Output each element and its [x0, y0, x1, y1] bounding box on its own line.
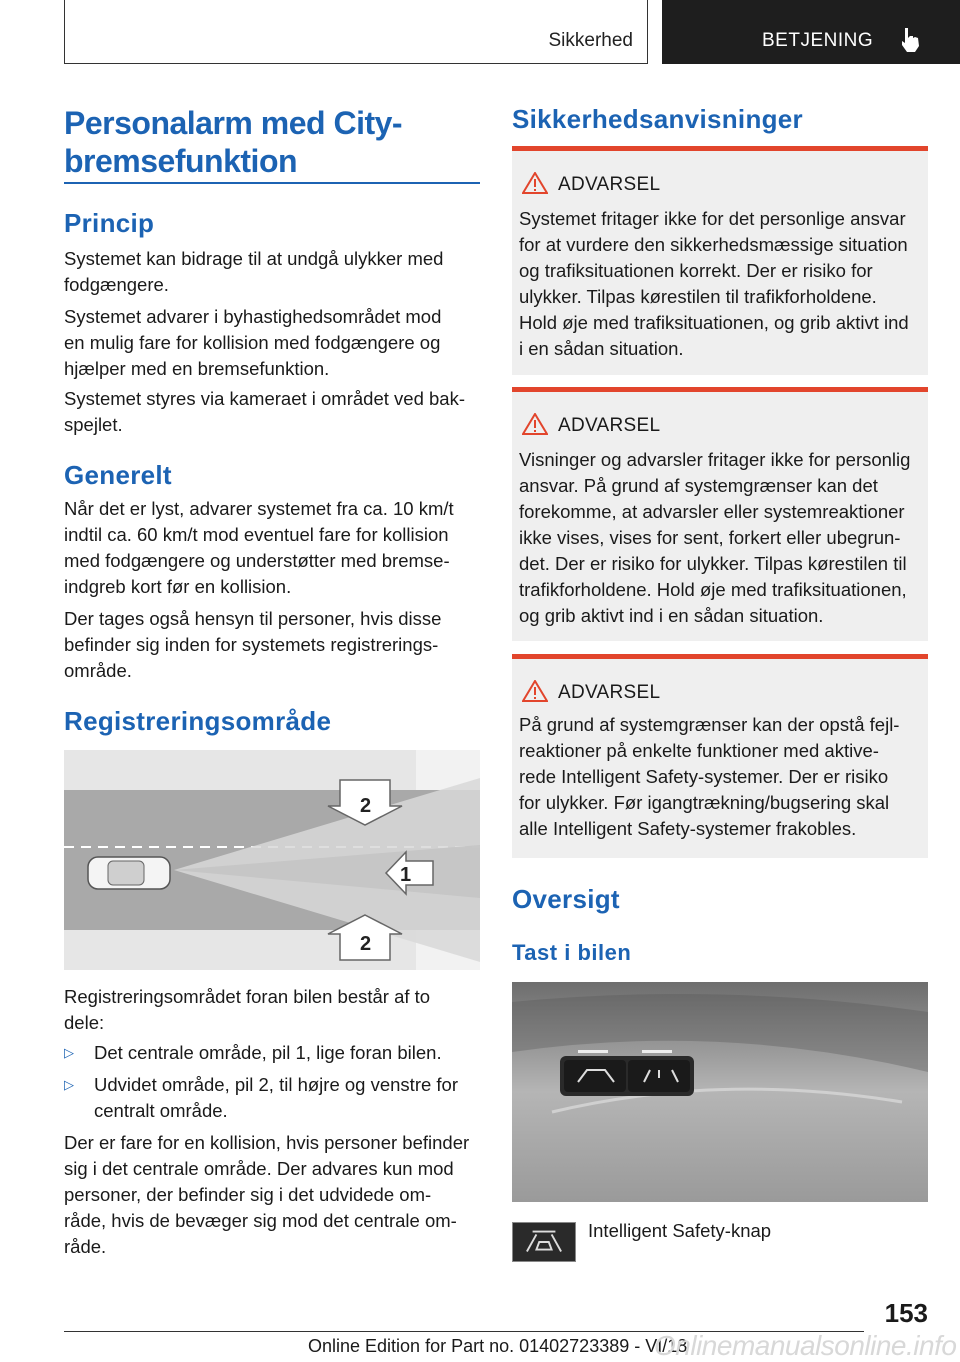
intelligent-safety-button — [564, 1060, 626, 1092]
icon-caption: Intelligent Safety-knap — [588, 1220, 772, 1241]
oversigt-heading: Oversigt — [512, 884, 620, 914]
warning-line: ikke vises, vises for sent, forkert eller ubegrun- — [519, 527, 901, 548]
hand-pointer-icon — [898, 26, 922, 54]
warning-line: ulykker. Tilpas kørestilen til trafikforholdene. — [519, 286, 877, 307]
warning-line: Systemet fritager ikke for det personlige ansvar — [519, 208, 906, 229]
registrering-heading: Registreringsområde — [64, 706, 332, 736]
reg-p2-l3: personer, der befinder sig i det udvidede om- — [64, 1184, 432, 1205]
warning-line: og grib aktivt ind i en sådan situation. — [519, 605, 824, 626]
warning-line: ansvar. På grund af systemgrænser kan det — [519, 475, 878, 496]
header-chapter-label: BETJENING — [762, 30, 874, 51]
sikkerhed-heading: Sikkerhedsanvisninger — [512, 104, 803, 134]
reg-p1-l2: dele: — [64, 1012, 105, 1033]
princip-p1-l1: Systemet kan bidrage til at undgå ulykker med — [64, 248, 444, 269]
warning-triangle-icon — [522, 172, 548, 194]
page-title-line2: bremsefunktion — [64, 143, 298, 179]
reg-p2-l2: sig i det centrale område. Der advares kun mod — [64, 1158, 454, 1179]
arrow-mid-label: 1 — [400, 864, 412, 886]
generelt-heading: Generelt — [64, 460, 172, 490]
page-title-line1: Personalarm med City- — [64, 105, 403, 141]
bullet-text: centralt område. — [94, 1100, 228, 1121]
gen-p1-l1: Når det er lyst, advarer systemet fra ca. 10 km/t — [64, 498, 454, 519]
bullet-marker-icon: ▷ — [64, 1077, 74, 1092]
reg-p2-l4: råde, hvis de bevæger sig mod det centrale om- — [64, 1210, 457, 1231]
warning-title: ADVARSEL — [558, 682, 661, 703]
princip-p2-l2: en mulig fare for kollision med fodgængere og — [64, 332, 441, 353]
warning-box — [512, 146, 928, 375]
warning-line: Visninger og advarsler fritager ikke for personlig — [519, 449, 911, 470]
warning-title: ADVARSEL — [558, 174, 661, 195]
warning-line: reaktioner på enkelte funktioner med aktive- — [519, 740, 879, 761]
gen-p1-l4: indgreb kort før en kollision. — [64, 576, 292, 597]
warning-box — [512, 387, 928, 641]
gen-p1-l3: med fodgængere og understøtter med bremse- — [64, 550, 450, 571]
warning-line: alle Intelligent Safety-systemer frakobles. — [519, 818, 857, 839]
princip-p1-l2: fodgængere. — [64, 274, 169, 295]
warning-line: det. Der er risiko for ulykker. Tilpas kørestilen til — [519, 553, 907, 574]
princip-p3-l1: Systemet styres via kameraet i området ved bak- — [64, 388, 465, 409]
warning-line: for ulykker. Før igangtrækning/bugsering skal — [519, 792, 890, 813]
reg-p2-l1: Der er fare for en kollision, hvis personer befinder — [64, 1132, 470, 1153]
gen-p2-l1: Der tages også hensyn til personer, hvis disse — [64, 608, 442, 629]
warning-bar — [512, 654, 928, 659]
warning-line: og trafiksituationen korrekt. Der er risiko for — [519, 260, 873, 281]
detection-zone-illustration — [64, 750, 480, 970]
reg-p2-l5: råde. — [64, 1236, 107, 1257]
princip-p2-l1: Systemet advarer i byhastighedsområdet mod — [64, 306, 442, 327]
warning-line: forekomme, at advarsler eller systemreaktioner — [519, 501, 905, 522]
warning-line: trafikforholdene. Hold øje med trafiksituationen, — [519, 579, 907, 600]
gen-p2-l2: befinder sig inden for systemets registrerings- — [64, 634, 439, 655]
header-section-label: Sikkerhed — [548, 30, 633, 51]
gen-p2-l3: område. — [64, 660, 132, 681]
bullet-text: Det centrale område, pil 1, lige foran bilen. — [94, 1042, 442, 1063]
warning-triangle-icon — [522, 413, 548, 435]
footer-edition: Online Edition for Part no. 01402723389 - VI/18 — [308, 1336, 688, 1356]
warning-bar — [512, 146, 928, 151]
warning-line: Hold øje med trafiksituationen, og grib aktivt ind — [519, 312, 909, 333]
warning-box — [512, 654, 928, 858]
princip-p3-l2: spejlet. — [64, 414, 123, 435]
princip-p2-l3: hjælper med en bremsefunktion. — [64, 358, 330, 379]
header-section-tab — [64, 0, 648, 64]
warning-line: for at vurdere den sikkerhedsmæssige situation — [519, 234, 908, 255]
arrow-top-label: 2 — [360, 795, 372, 817]
bullet-marker-icon: ▷ — [64, 1045, 74, 1060]
warning-line: På grund af systemgrænser kan der opstå fejl- — [519, 714, 900, 735]
warning-bar — [512, 387, 928, 392]
warning-line: i en sådan situation. — [519, 338, 684, 359]
gen-p1-l2: indtil ca. 60 km/t mod eventuel fare for kollision — [64, 524, 449, 545]
warning-title: ADVARSEL — [558, 415, 661, 436]
warning-line: rede Intelligent Safety-systemer. Der er risiko — [519, 766, 889, 787]
intelligent-safety-icon — [512, 1222, 576, 1262]
tast-heading: Tast i bilen — [512, 940, 632, 965]
warning-triangle-icon — [522, 680, 548, 702]
princip-heading: Princip — [64, 208, 155, 238]
header-chapter-tab — [662, 0, 960, 64]
page-number: 153 — [884, 1298, 928, 1328]
bullet-text: Udvidet område, pil 2, til højre og venstre for — [94, 1074, 458, 1095]
arrow-bottom-label: 2 — [360, 933, 372, 955]
title-rule — [64, 182, 480, 184]
watermark: Onlinemanualsonline.info — [654, 1330, 957, 1361]
reg-p1-l1: Registreringsområdet foran bilen består af to — [64, 986, 431, 1007]
button-panel-photo — [512, 982, 928, 1202]
